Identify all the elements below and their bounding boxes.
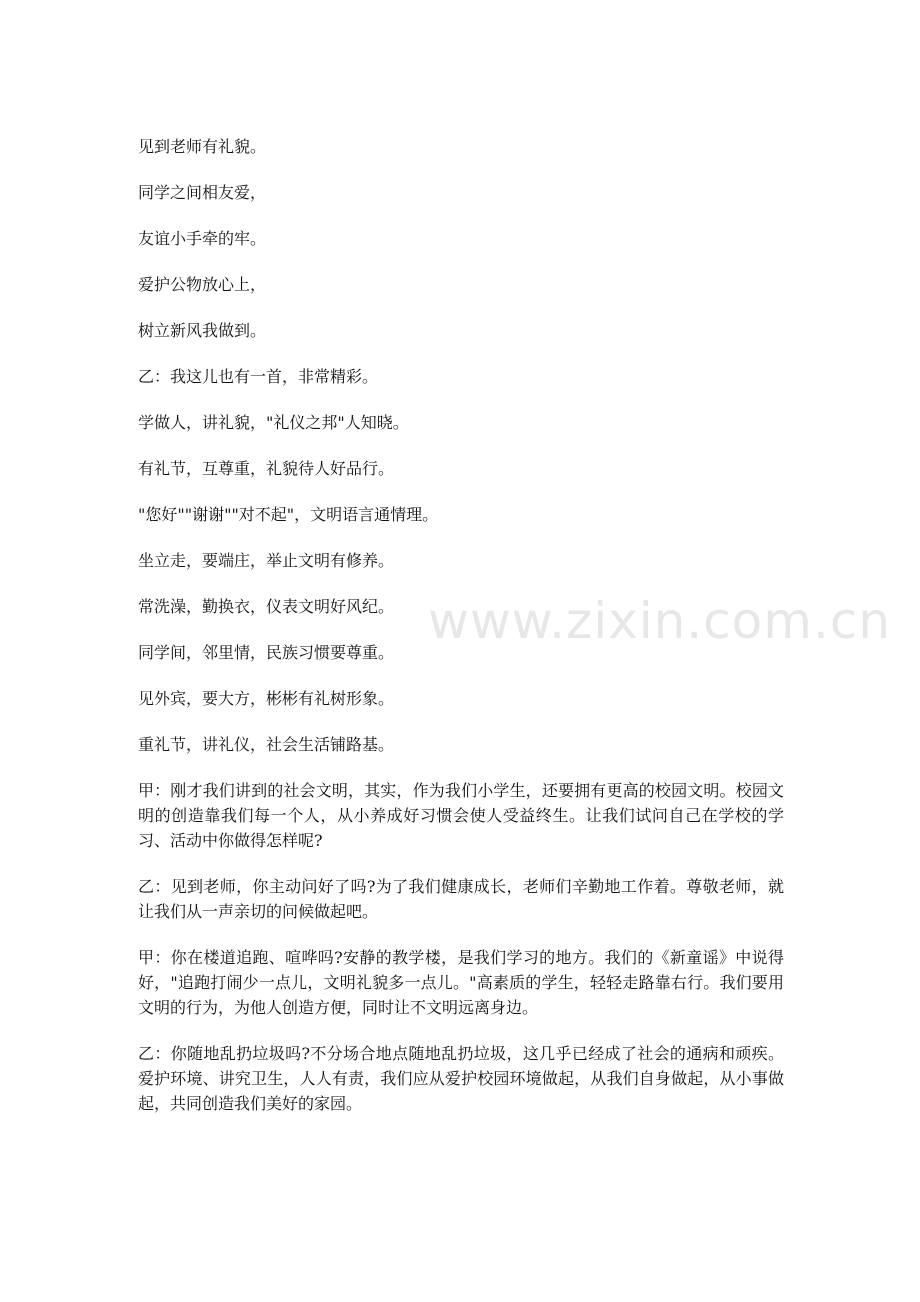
verse-line: 重礼节，讲礼仪，社会生活铺路基。: [138, 735, 395, 754]
watermark: www.zixin.com.cn: [428, 592, 892, 650]
verse-line: 坐立走，要端庄，举止文明有修养。: [138, 551, 395, 570]
verse-line: 有礼节，互尊重，礼貌待人好品行。: [138, 459, 395, 478]
dialogue-paragraph: 乙：见到老师，你主动问好了吗?为了我们健康成长，老师们辛勤地工作着。尊敬老师，就让我们从一声亲切的问候做起吧。: [138, 877, 784, 921]
dialogue-paragraph: 甲：你在楼道追跑、喧哗吗?安静的教学楼，是我们学习的地方。我们的《新童谣》中说得好，"追跑打闹少一点儿，文明礼貌多一点儿。"高素质的学生，轻轻走路靠右行。我们要用文明的行为，为他人创造方便，同时让不文明远离身边。: [138, 948, 784, 1017]
dialogue-paragraph: 甲：刚才我们讲到的社会文明，其实，作为我们小学生，还要拥有更高的校园文明。校园文明的创造靠我们每一个人，从小养成好习惯会使人受益终生。让我们试问自己在学校的学习、活动中你做得怎样呢?: [138, 781, 784, 850]
verse-line: "您好""谢谢""对不起"，文明语言通情理。: [138, 505, 439, 524]
verse-line: 学做人，讲礼貌，"礼仪之邦"人知晓。: [138, 413, 409, 432]
verse-line: 见到老师有礼貌。: [138, 137, 267, 156]
verse-line: 树立新风我做到。: [138, 321, 267, 340]
verse-line: 友谊小手牵的牢。: [138, 229, 267, 248]
dialogue-paragraph: 乙：你随地乱扔垃圾吗?不分场合地点随地乱扔垃圾，这几乎已经成了社会的通病和顽疾。爱护环境、讲究卫生，人人有责，我们应从爱护校园环境做起，从我们自身做起，从小事做起，共同创造我们美好的家园。: [138, 1044, 784, 1113]
verse-line: 同学间，邻里情，民族习惯要尊重。: [138, 643, 395, 662]
verse-line: 常洗澡，勤换衣，仪表文明好风纪。: [138, 597, 395, 616]
verse-line: 同学之间相友爱，: [138, 183, 267, 202]
verse-line: 见外宾，要大方，彬彬有礼树形象。: [138, 689, 395, 708]
verse-line: 爱护公物放心上，: [138, 275, 267, 294]
dialogue-line: 乙：我这儿也有一首，非常精彩。: [138, 367, 379, 386]
document-body: [138, 134, 784, 1137]
